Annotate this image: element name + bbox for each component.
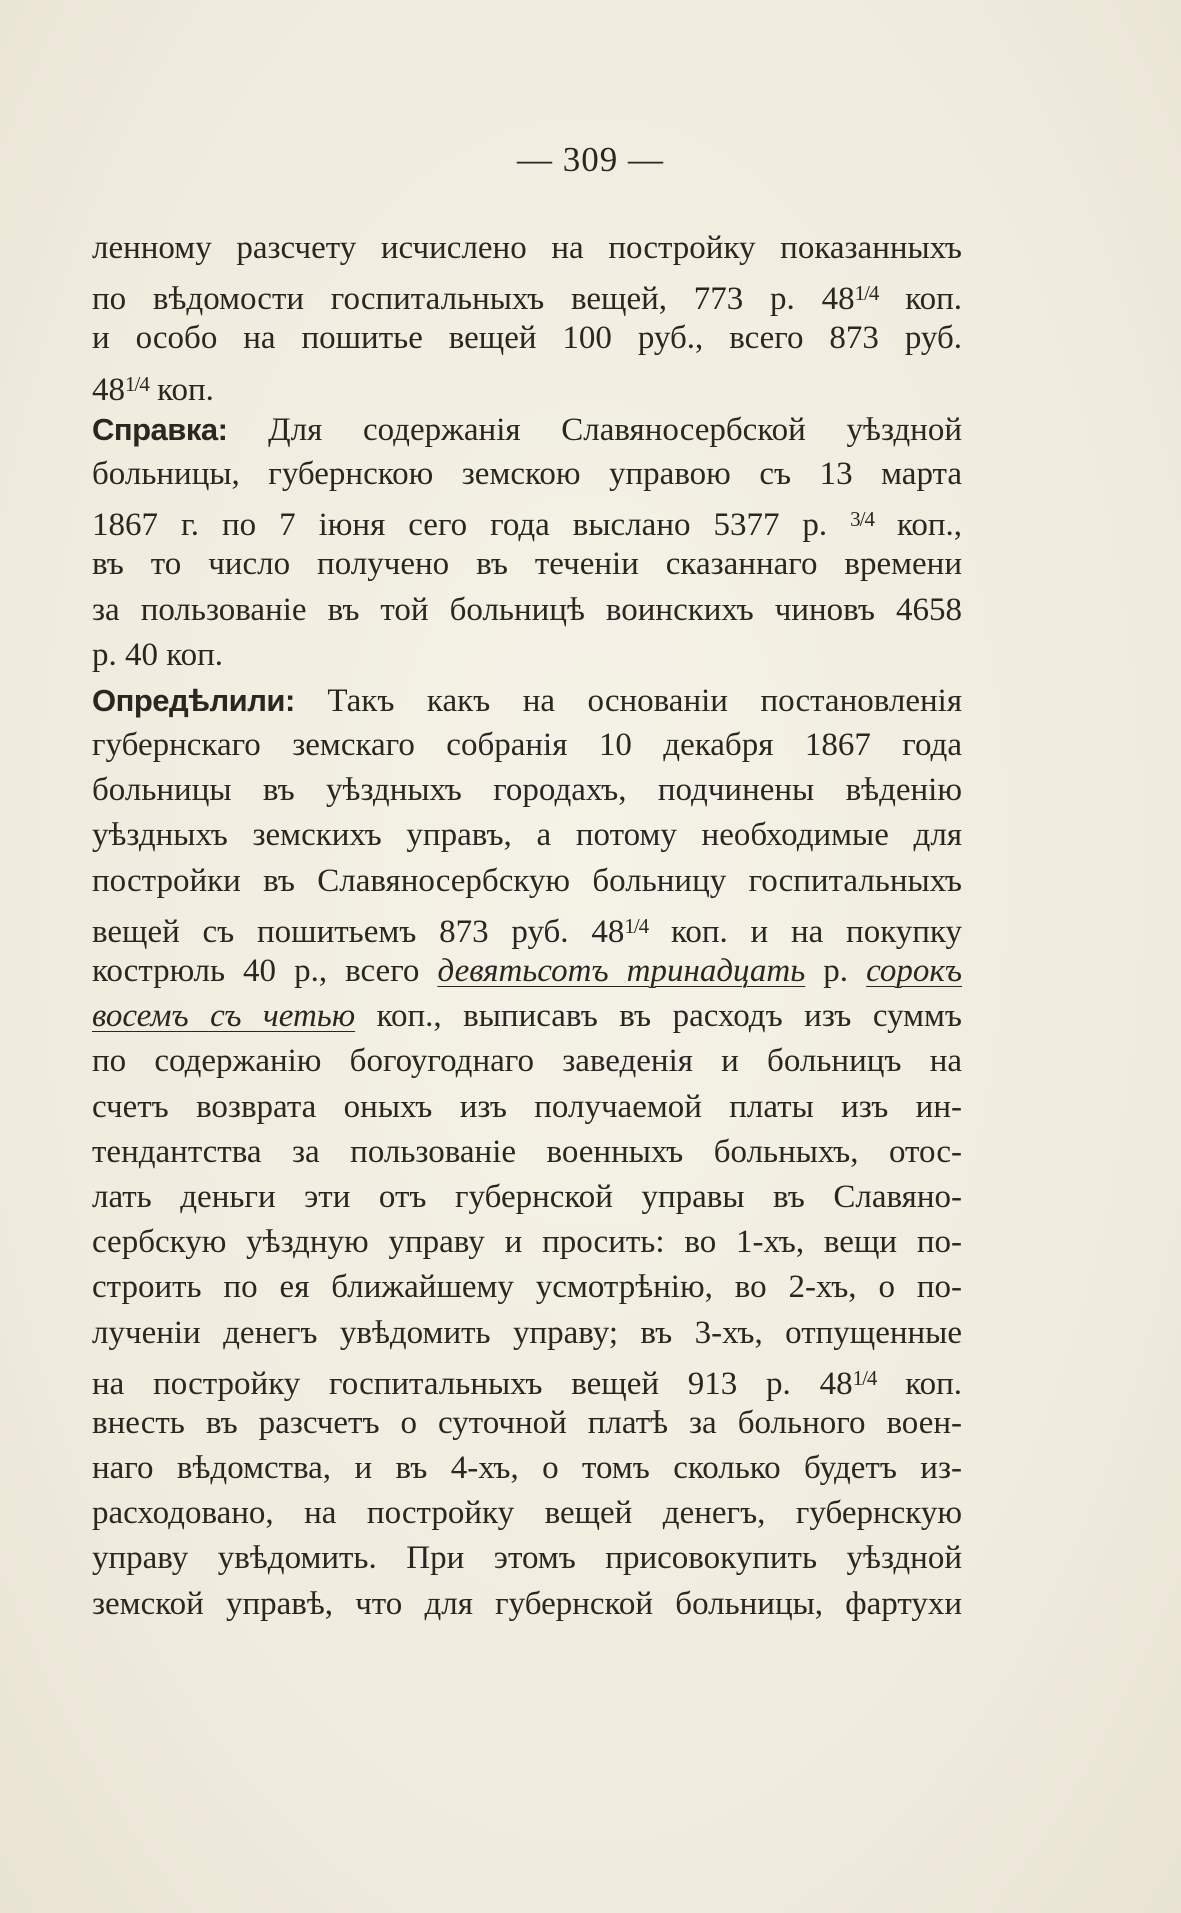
- text-line-content: губернскаго земскаго собранія 10 декабря 1867 года: [92, 727, 962, 764]
- text-line-content: р.: [805, 953, 867, 989]
- text-line-content: Такъ какъ на основаніи постановленія: [294, 682, 962, 719]
- text-line: [92, 1491, 962, 1536]
- text-line: [92, 994, 962, 1039]
- text-line-content: ленному разсчету исчислено на постройку показанныхъ: [92, 230, 962, 266]
- text-line-content: лать деньги эти отъ губернской управы въ Славяно-: [92, 1178, 962, 1215]
- text-line: [92, 1220, 962, 1265]
- text-line: [92, 1265, 962, 1310]
- text-line: [92, 1401, 962, 1446]
- text-line-content: за пользованіе въ той больницѣ воинскихъ чиновъ 4658: [92, 591, 962, 628]
- text-line-content: коп.,: [874, 507, 962, 544]
- text-line-content: кострюль 40 р., всего: [92, 953, 438, 989]
- text-line-content: на постройку госпитальныхъ вещей 913 р. 48: [92, 1365, 853, 1402]
- text-line: [92, 316, 962, 361]
- text-line: [92, 1175, 962, 1220]
- text-line: [92, 1130, 962, 1175]
- text-line: [92, 542, 962, 587]
- text-line-content: коп. и на покупку: [648, 913, 962, 950]
- text-line: [92, 1446, 962, 1491]
- text-line: [92, 271, 962, 316]
- text-line-content: вещей съ пошитьемъ 873 руб. 48: [92, 913, 625, 950]
- text-line: [92, 588, 962, 633]
- fraction: 1/4: [854, 281, 879, 306]
- text-line-content: больницы, губернскою земскою управою съ 13 марта: [92, 455, 962, 492]
- text-line-content: коп., выписавъ въ расходъ изъ суммъ: [355, 998, 963, 1035]
- handwritten-amount: девятьсотъ тринадцать: [437, 953, 806, 989]
- page-number: — 309 —: [517, 140, 664, 179]
- text-line-content: коп.: [878, 281, 962, 318]
- text-line-content: коп.: [148, 371, 214, 408]
- fraction: 1/4: [852, 1365, 877, 1390]
- text-line-content: наго вѣдомства, и въ 4-хъ, о томъ сколько будетъ из-: [92, 1450, 962, 1487]
- text-line: [92, 452, 962, 497]
- text-line: [92, 1039, 962, 1084]
- text-line: [92, 1582, 962, 1627]
- text-line-content: внесть въ разсчетъ о суточной платѣ за больного воен-: [92, 1404, 962, 1441]
- text-line: [92, 633, 962, 678]
- paragraph-lead: Справка:: [92, 411, 228, 447]
- text-line: [92, 407, 962, 452]
- text-line: [92, 226, 962, 271]
- fraction: 3/4: [850, 507, 874, 532]
- text-line: [92, 1536, 962, 1581]
- text-line-content: расходовано, на постройку вещей денегъ, губернскую: [92, 1495, 962, 1532]
- text-line-content: уѣздныхъ земскихъ управъ, а потому необходимые для: [92, 817, 962, 854]
- text-line: [92, 813, 962, 858]
- text-line-content: р. 40 коп.: [92, 636, 224, 673]
- text-line-content: по содержанію богоугоднаго заведенія и больницъ на: [92, 1043, 962, 1080]
- text-line-content: земской управѣ, что для губернской больницы, фартухи: [92, 1585, 962, 1622]
- text-line-content: управу увѣдомить. При этомъ присовокупить уѣздной: [92, 1540, 962, 1577]
- handwritten-amount: сорокъ: [866, 953, 962, 989]
- text-line-content: по вѣдомости госпитальныхъ вещей, 773 р. 48: [92, 281, 855, 318]
- text-line-content: счетъ возврата оныхъ изъ получаемой платы изъ ин-: [92, 1088, 962, 1125]
- text-line: [92, 362, 962, 407]
- text-line: [92, 949, 962, 994]
- text-line-content: 48: [92, 371, 125, 408]
- text-line-content: тендантства за пользованіе военныхъ больныхъ, отос-: [92, 1133, 962, 1170]
- text-line-content: и особо на пошитье вещей 100 руб., всего 873 руб.: [92, 320, 962, 357]
- text-line: [92, 859, 962, 904]
- text-line-content: больницы въ уѣздныхъ городахъ, подчинены вѣденію: [92, 772, 962, 809]
- paragraph-lead: Опредѣлили:: [92, 682, 295, 718]
- text-line-content: сербскую уѣздную управу и просить: во 1-хъ, вещи по-: [92, 1224, 962, 1261]
- text-line: [92, 1311, 962, 1356]
- text-line-content: лученіи денегъ увѣдомить управу; въ 3-хъ, отпущенные: [92, 1314, 962, 1351]
- text-line: [92, 904, 962, 949]
- text-line: [92, 768, 962, 813]
- text-line: [92, 497, 962, 542]
- handwritten-amount: восемъ съ четью: [92, 998, 356, 1035]
- text-line-content: 1867 г. по 7 іюня сего года выслано 5377 р.: [92, 507, 851, 544]
- fraction: 1/4: [125, 371, 149, 396]
- text-line-content: постройки въ Славяносербскую больницу госпитальныхъ: [92, 862, 962, 899]
- text-line-content: коп.: [876, 1365, 962, 1402]
- text-line: [92, 678, 962, 723]
- text-line: [92, 1356, 962, 1401]
- text-line: [92, 723, 962, 768]
- fraction: 1/4: [624, 913, 649, 938]
- body-text: [92, 226, 962, 1627]
- text-line-content: въ то число получено въ теченіи сказаннаго времени: [92, 546, 962, 583]
- text-line: [92, 1085, 962, 1130]
- text-line-content: строить по ея ближайшему усмотрѣнію, во 2-хъ, о по-: [92, 1269, 962, 1306]
- text-line-content: Для содержанія Славяносербской уѣздной: [227, 411, 962, 448]
